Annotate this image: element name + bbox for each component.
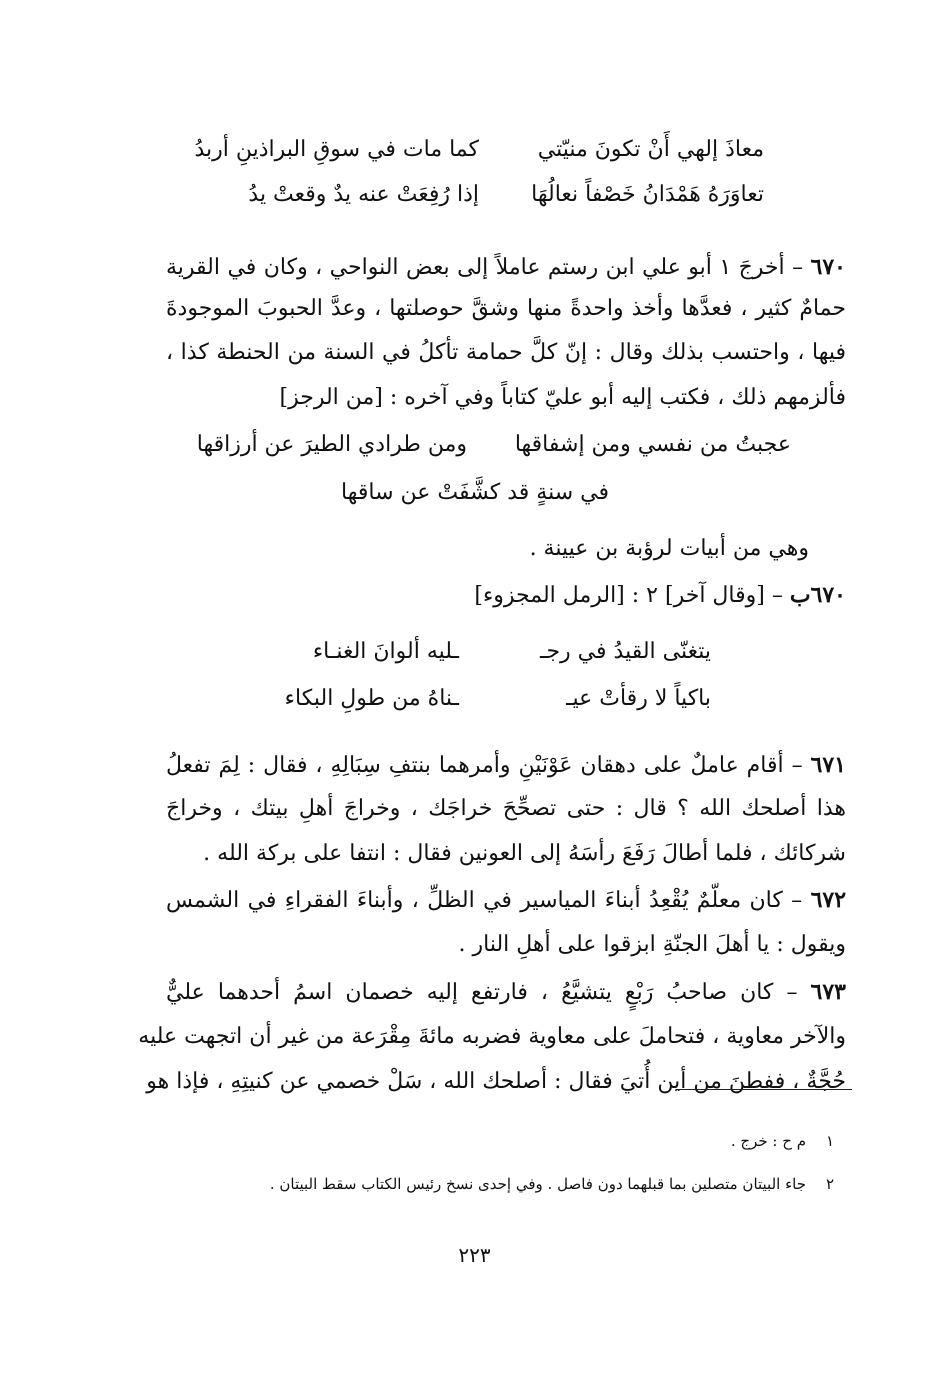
verse-hemistich: ـناهُ من طولِ البكاء	[284, 686, 459, 711]
paragraph-line: ٦٧٠ – أخرجَ ١ أبو علي ابن رستم عاملاً إلى بعض النواحي ، وكان في القرية	[166, 254, 846, 280]
footnote-separator	[676, 1089, 852, 1090]
footnote-number: ١	[826, 1132, 835, 1150]
footnote-number: ٢	[826, 1175, 835, 1193]
verse-hemistich: عجبتُ من نفسي ومن إشفاقها	[514, 432, 791, 457]
paragraph-line: ويقول : يا أهلَ الجنّةِ ابزقوا على أهلِ النار .	[458, 932, 846, 957]
paragraph-line: ٦٧١ – أقام عاملٌ على دهقان عَوْنَيْنِ وأمرهما بنتفِ سِبَالِهِ ، فقال : لِمَ تفعلُ	[166, 752, 846, 778]
paragraph-number: ٦٧٠	[810, 254, 846, 280]
paragraph-line: ٦٧٣ – كان صاحبُ رَبْعٍ يتشيَّعُ ، فارتفع إليه خصمان اسمُ أحدهما عليٌّ	[166, 979, 846, 1005]
paragraph-number: ٦٧٢	[810, 887, 847, 913]
paragraph-line: ٦٧٢ – كان معلّمٌ يُقْعِدُ أبناءَ المياسير في الظلِّ ، وأبناءَ الفقراءِ في الشمس	[166, 887, 847, 913]
paragraph-number: ٦٧١	[810, 752, 846, 778]
paragraph-line: فيها ، واحتسب بذلك وقال : إنّ كلَّ حمامة تأكلُ في السنة من الحنطة كذا ،	[166, 340, 846, 365]
verse-hemistich: يتغنّى القيدُ في رجـ	[540, 639, 711, 664]
verse-hemistich: ومن طرادي الطيرَ عن أرزاقها	[196, 432, 467, 457]
verse-hemistich: إذا رُفِعَتْ عنه يدٌ وقعتْ يدُ	[248, 182, 479, 207]
page-number: ٢٢٣	[458, 1243, 491, 1267]
verse-hemistich: ـليه ألوانَ الغنـاء	[312, 639, 459, 664]
verse-hemistich: باكياً لا رقأتْ عيـ	[566, 686, 711, 711]
verse-hemistich: في سنةٍ قد كشَّفَتْ عن ساقها	[341, 480, 609, 505]
paragraph-line: حُجَّةٌ ، ففطنَ من أين أُتيَ فقال : أصلحك الله ، سَلْ خصمي عن كنيتِهِ ، فإذا هو	[146, 1069, 846, 1094]
section-heading: ٦٧٠ب – [وقال آخر] ٢ : [الرمل المجزوء]	[474, 582, 846, 608]
paragraph-line: والآخر معاوية ، فتحاملَ على معاوية فضربه مائةَ مِقْرَعة من غير أن اتجهت عليه	[138, 1024, 846, 1049]
paragraph-line: شركائك ، فلما أطالَ رَفَعَ رأسَهُ إلى العونين فقال : انتفا على بركة الله .	[203, 841, 846, 866]
paragraph-number: ٦٧٠ب	[789, 582, 846, 608]
paragraph-line: فألزمهم ذلك ، فكتب إليه أبو عليّ كتاباً وفي آخره : [من الرجز]	[279, 385, 846, 410]
verse-hemistich: تعاوَرَهُ هَمْدَانُ خَصْفاً نعالُهَا	[531, 182, 764, 207]
footnote-text: جاء البيتان متصلين بما قبلهما دون فاصل . وفي إحدى نسخ رئيس الكتاب سقط البيتان .	[269, 1175, 806, 1193]
paragraph-line: هذا أصلحك الله ؟ قال : حتى تصحِّحَ خراجَك ، وخراجَ أهلِ بيتك ، وخراجَ	[166, 796, 846, 821]
verse-hemistich: كما مات في سوقِ البراذينِ أربدُ	[194, 137, 479, 162]
paragraph-line: حمامٌ كثير ، فعدَّها وأخذ واحدةً منها وشقَّ حوصلتها ، وعدَّ الحبوبَ الموجودةَ	[166, 296, 846, 321]
paragraph-number: ٦٧٣	[810, 979, 846, 1005]
verse-attribution: وهي من أبيات لرؤبة بن عيينة .	[529, 536, 809, 561]
verse-hemistich: معاذَ إلهي أَنْ تكونَ منيّتي	[537, 137, 764, 162]
footnote-text: م ح : خرج .	[730, 1132, 806, 1150]
